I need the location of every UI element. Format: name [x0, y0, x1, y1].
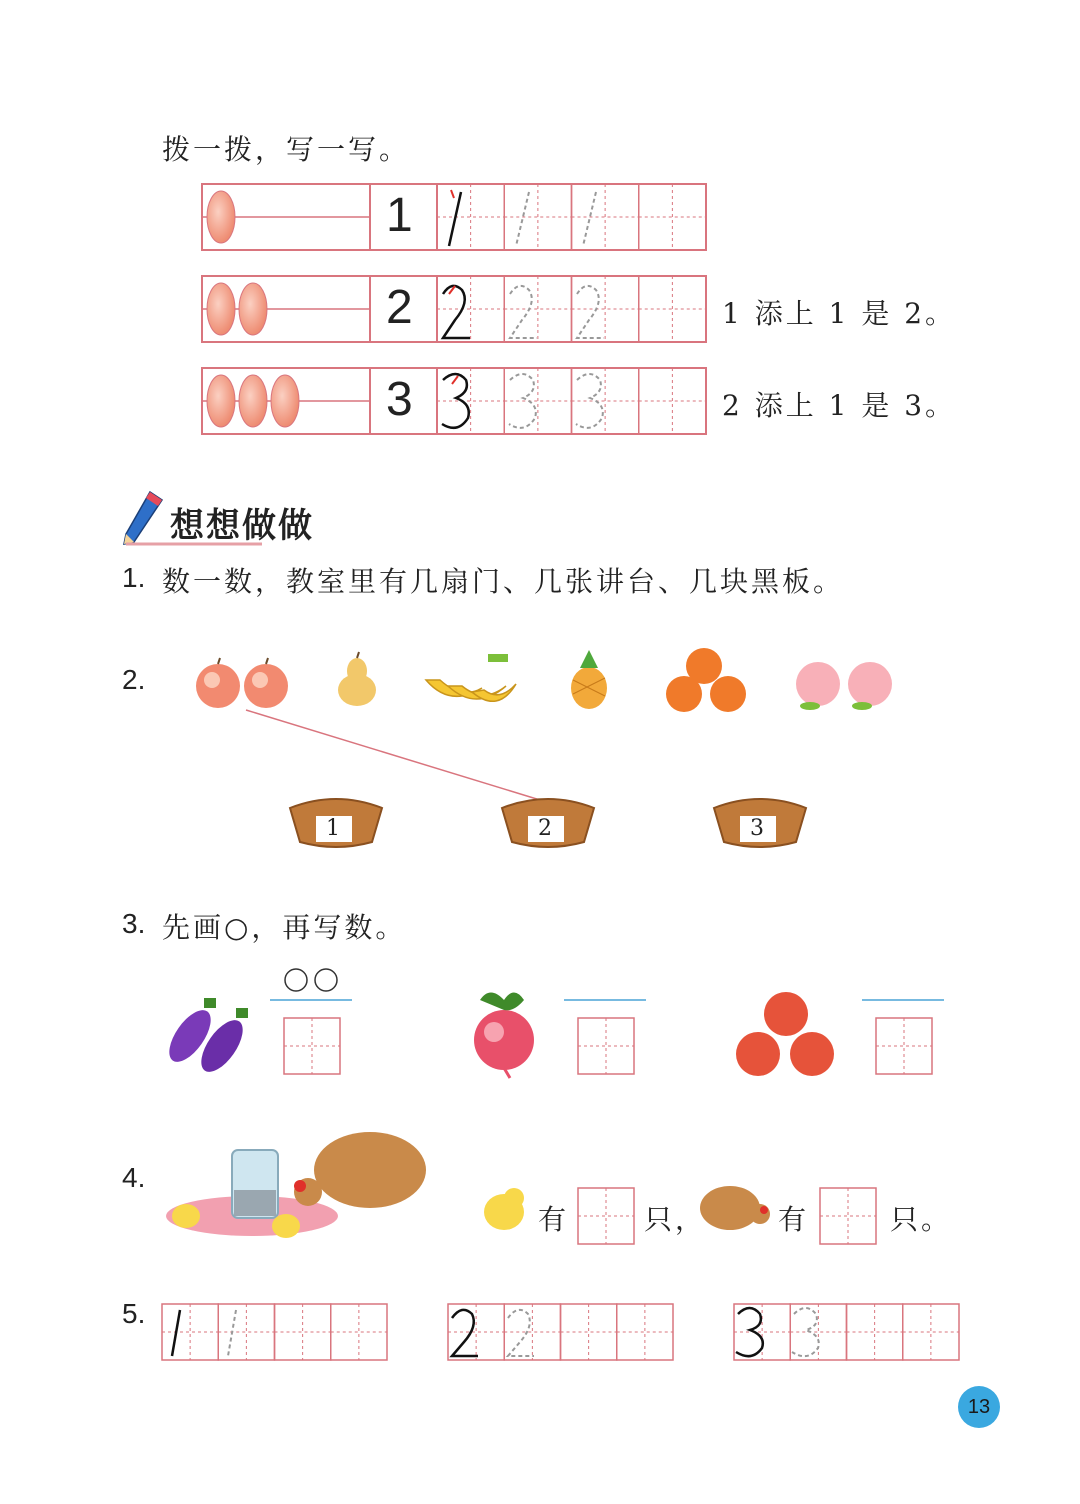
q4-hen-text: 有 — [778, 1203, 810, 1236]
q5-number: 5. — [122, 1298, 146, 1329]
trace-cell[interactable] — [639, 368, 706, 434]
practice-cell[interactable] — [847, 1304, 903, 1360]
answer-boxes — [284, 1018, 932, 1074]
drawn-circle — [285, 969, 307, 991]
practice-cell[interactable] — [275, 1304, 331, 1360]
practice-cell[interactable] — [790, 1304, 846, 1360]
abacus-bead — [207, 375, 235, 427]
abacus-bead — [271, 375, 299, 427]
q3-text: 先画○，再写数。 — [162, 911, 407, 944]
q1-text: 数一数，教室里有几扇门、几张讲台、几块黑板。 — [162, 565, 845, 598]
drawn-circle — [315, 969, 337, 991]
answer-box[interactable] — [578, 1018, 634, 1074]
q5-grids — [162, 1304, 959, 1360]
row-digit-2: 2 — [386, 281, 413, 334]
abacus-row-3 — [202, 368, 706, 434]
abacus-row-1 — [202, 184, 706, 250]
peach-icon — [796, 662, 892, 710]
answer-box[interactable] — [284, 1018, 340, 1074]
practice-cell[interactable] — [617, 1304, 673, 1360]
q2-number: 2. — [122, 664, 146, 695]
q1-number: 1. — [122, 562, 146, 593]
pear-icon — [338, 652, 376, 706]
practice-cell[interactable] — [331, 1304, 387, 1360]
practice-cell[interactable] — [561, 1304, 617, 1360]
abacus-bead — [207, 191, 235, 243]
q3-number: 3. — [122, 908, 146, 939]
q4-unit-text: 只， — [644, 1203, 707, 1236]
tomato-icon — [736, 992, 834, 1076]
banana-icon — [426, 654, 516, 701]
trace-cell[interactable] — [572, 184, 639, 250]
row-digit-3: 3 — [386, 373, 413, 426]
instruction-text: 拨一拨，写一写。 — [162, 133, 411, 166]
trace-cell[interactable] — [504, 368, 571, 434]
apple-icon — [196, 658, 288, 708]
trace-cell[interactable] — [639, 184, 706, 250]
hen-icon — [700, 1186, 770, 1230]
trace-cell[interactable] — [639, 276, 706, 342]
match-line — [246, 710, 540, 800]
row-sentence-3: 2 添上 1 是 3。 — [722, 389, 957, 422]
practice-cell[interactable] — [903, 1304, 959, 1360]
section-title: 想想做做 — [170, 506, 314, 546]
basket-label-3: 3 — [750, 816, 764, 841]
row-sentence-2: 1 添上 1 是 2。 — [722, 297, 957, 330]
abacus-bead — [239, 375, 267, 427]
page-number-badge: 13 — [958, 1386, 1000, 1428]
answer-box[interactable] — [876, 1018, 932, 1074]
abacus-bead — [207, 283, 235, 335]
answer-box[interactable] — [578, 1188, 634, 1244]
q4-number: 4. — [122, 1162, 146, 1193]
abacus-bead — [239, 283, 267, 335]
row-digit-1: 1 — [386, 189, 413, 242]
tracing-grids — [437, 184, 706, 434]
eggplant-icon — [161, 998, 250, 1079]
trace-cell[interactable] — [437, 184, 504, 250]
chick-icon — [484, 1188, 524, 1230]
answer-box[interactable] — [820, 1188, 876, 1244]
q4-chick-text: 有 — [538, 1203, 570, 1236]
practice-cell[interactable] — [734, 1304, 790, 1360]
pineapple-icon — [571, 650, 607, 709]
trace-cell[interactable] — [504, 184, 571, 250]
trace-cell[interactable] — [572, 368, 639, 434]
practice-cell[interactable] — [162, 1304, 218, 1360]
orange-icon — [666, 648, 746, 712]
feeder-scene — [166, 1132, 426, 1238]
trace-row-2 — [443, 286, 604, 338]
practice-cell[interactable] — [218, 1304, 274, 1360]
radish-icon — [474, 993, 534, 1079]
basket-label-1: 1 — [326, 816, 340, 841]
basket-label-2: 2 — [538, 816, 552, 841]
q4-end-text: 只。 — [890, 1203, 953, 1236]
